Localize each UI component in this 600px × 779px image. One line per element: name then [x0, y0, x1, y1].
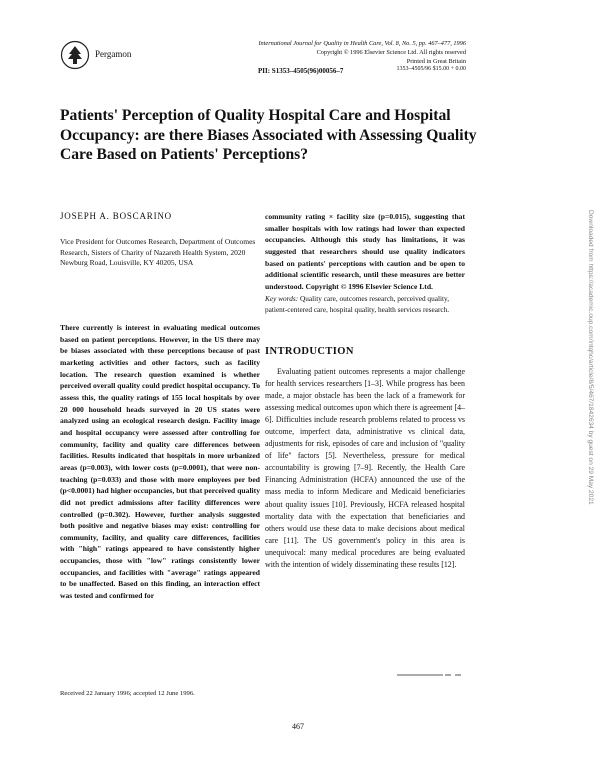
- author-affiliation: Vice President for Outcomes Research, Department of Outcomes Research, Sisters of Charity of Nazareth Health System, 2020 Newburg Road, Louisville, KY 40205, USA: [60, 237, 256, 268]
- pii-identifier: PII: S1353–4505(96)00056–7: [258, 67, 344, 75]
- page-number: 467: [292, 722, 304, 731]
- printed-line: Printed in Great Britain: [406, 57, 466, 65]
- keywords-list: Quality care, outcomes research, perceived quality, patient-centered care, hospital quality, health services research.: [265, 294, 450, 314]
- intro-paragraph: Evaluating patient outcomes represents a major challenge for health services researchers [1–3]. While progress has been made, a major obstacle has been the lack of a framework for assessing medical outcomes upon which there is agreement [4–6]. Difficulties include research problems related to process vs outcome, imperfect data, administrative vs clinical data, adjustments for risk, episodes of care and inclusion of "quality of life" factors [5]. Nevertheless, pressure for medical accountability is growing [7–9]. Recently, the Health Care Financing Administration (HCFA) announced the use of the mass media to inform Medicare and Medicaid beneficiaries about quality issues [10]. Previously, HCFA released hospital mortality data with the expectation that beneficiaries and others would use these data to make decisions about medical care [11]. The US government's policy in this area is unequivocal: many medical procedures are being evaluated with the intention of widely disseminating these results [12].: [265, 367, 465, 569]
- article-title: Patients' Perception of Quality Hospital Care and Hospital Occupancy: are there Biases Associated with Assessing Quality Care Based on Patients' Perceptions?: [60, 107, 477, 163]
- publisher-name: Pergamon: [95, 49, 132, 59]
- copyright-line: Copyright © 1996 Elsevier Science Ltd. All rights reserved: [316, 48, 466, 56]
- download-watermark: [584, 210, 596, 560]
- issn-price: 1353–4505/96 $15.00 + 0.00: [396, 66, 466, 72]
- author-name: JOSEPH A. BOSCARINO: [60, 211, 172, 221]
- abstract-text: There currently is interest in evaluating medical outcomes based on patient perceptions. However, in the US there may be biases associated with these perceptions because of past marketing activities and other factors, such as facility location. The research question examined is whether perceived overall quality could predict hospital occupancy. To assess this, the quality ratings of 155 local hospitals by over 20 000 household heads surveyed in 20 US states were analyzed using an ecological research design. Facility image and hospital occupancy were assessed after controlling for community, facility and quality care differences between facilities. Results indicated that hospitals in more urbanized areas (p=0.003), with lower costs (p=0.0001), that were non-teaching (p=0.033) and those with more employees per bed (p<0.0001) had higher occupancies, but that perceived quality did not predict admissions after facility differences were controlled (p=0.302). However, further analysis suggested both positive and negative biases may exist: controlling for community, facility, and quality care differences, facilities with "high" ratings appeared to have consistently higher occupancies, those with "low" ratings consistently lower occupancies, and facilities with "average" ratings appeared to be unaffected. Based on this finding, an interaction effect was tested and confirmed for: [60, 323, 260, 601]
- download-notice: Downloaded from https://academic.oup.com/intqhc/article/8/5/467/1842634 by guest on 29 May 2021: [587, 210, 594, 505]
- abstract-continued: community rating × facility size (p=0.015), suggesting that smaller hospitals with low ratings had lower than expected occupancies. Although this study has limitations, it was suggested that researchers should use quality indicators based on patients' perceptions with caution and be open to additional scientific research, until these measures are better understood. Copyright © 1996 Elsevier Science Ltd.: [265, 212, 465, 291]
- intro-body: [265, 366, 465, 571]
- journal-info: [250, 40, 466, 67]
- section-heading: INTRODUCTION: [265, 346, 354, 357]
- footnote-divider: [265, 671, 465, 679]
- keywords: [265, 294, 465, 315]
- journal-citation: International Journal for Quality in Health Care, Vol. 8, No. 5, pp. 467–477, 1996: [258, 40, 466, 47]
- publisher-logo-icon: [60, 40, 90, 70]
- received-date: Received 22 January 1996; accepted 12 June 1996.: [60, 690, 195, 697]
- keywords-label: Key words:: [265, 294, 299, 303]
